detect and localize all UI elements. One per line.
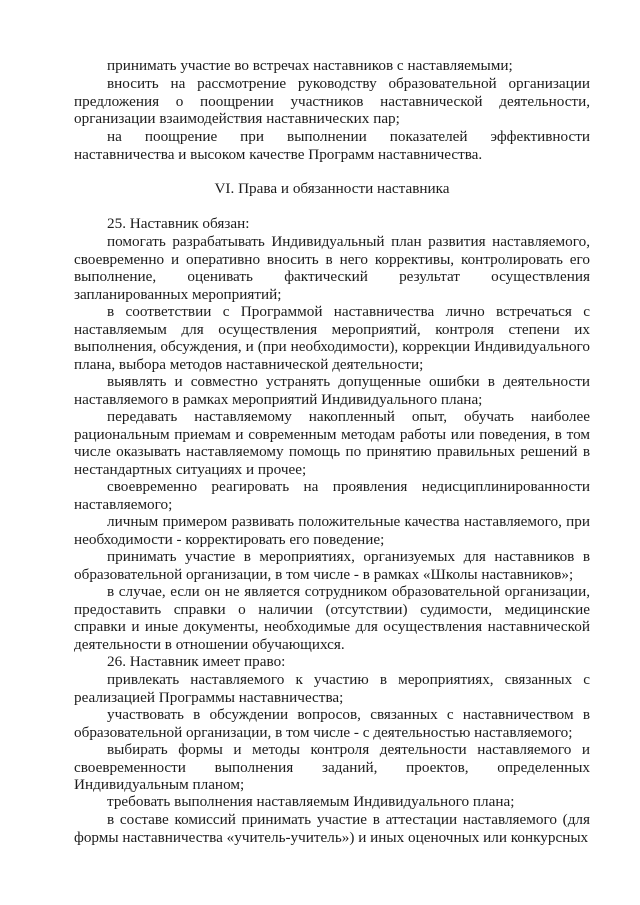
list-item: привлекать наставляемого к участию в мероприятиях, связанных с реализацией Программы наставничества; (74, 671, 590, 706)
list-item: принимать участие в мероприятиях, организуемых для наставников в образовательной организации, в том числе - в рамках «Школы наставников»; (74, 548, 590, 583)
paragraph: на поощрение при выполнении показателей эффективности наставничества и высоком качестве Программ наставничества. (74, 128, 590, 163)
paragraph: принимать участие во встречах наставников с наставляемыми; (107, 57, 513, 74)
list-item: передавать наставляемому накопленный опыт, обучать наиболее рациональным приемам и современным методам работы или поведения, в том числе оказывать наставляемому помощь по принятию правильных решений в нестандартных ситуациях и прочее; (74, 408, 590, 478)
list-item: выбирать формы и методы контроля деятельности наставляемого и своевременности выполнения заданий, проектов, определенных Индивидуальным планом; (74, 741, 590, 793)
list-item: выявлять и совместно устранять допущенные ошибки в деятельности наставляемого в рамках мероприятий Индивидуального плана; (74, 373, 590, 408)
clause-heading: 25. Наставник обязан: (107, 215, 250, 232)
clause-heading: 26. Наставник имеет право: (107, 653, 286, 670)
paragraph: вносить на рассмотрение руководству образовательной организации предложения о поощрении участников наставнической деятельности, организации взаимодействия наставнических пар; (74, 75, 590, 127)
list-item: помогать разрабатывать Индивидуальный план развития наставляемого, своевременно и оперативно вносить в него коррективы, контролировать его выполнение, оценивать фактический результат осуществления запланированных мероприятий; (74, 233, 590, 303)
list-item: в составе комиссий принимать участие в аттестации наставляемого (для формы наставничества «учитель-учитель») и иных оценочных или конкурсных (74, 811, 590, 846)
list-item: в соответствии с Программой наставничества лично встречаться с наставляемым для осуществления мероприятий, контроля степени их выполнения, обсуждения, и (при необходимости), коррекции Индивидуального плана, выбора методов наставнической деятельности; (74, 303, 590, 373)
list-item: личным примером развивать положительные качества наставляемого, при необходимости - корректировать его поведение; (74, 513, 590, 548)
list-item: участвовать в обсуждении вопросов, связанных с наставничеством в образовательной организации, в том числе - с деятельностью наставляемого; (74, 706, 590, 741)
section-heading: VI. Права и обязанности наставника (214, 180, 450, 197)
list-item: в случае, если он не является сотрудником образовательной организации, предоставить справки о наличии (отсутствии) судимости, медицинские справки и иные документы, необходимые для осуществления наставнической деятельности в отношении обучающихся. (74, 583, 590, 653)
list-item: требовать выполнения наставляемым Индивидуального плана; (107, 793, 515, 810)
list-item: своевременно реагировать на проявления недисциплинированности наставляемого; (74, 478, 590, 513)
